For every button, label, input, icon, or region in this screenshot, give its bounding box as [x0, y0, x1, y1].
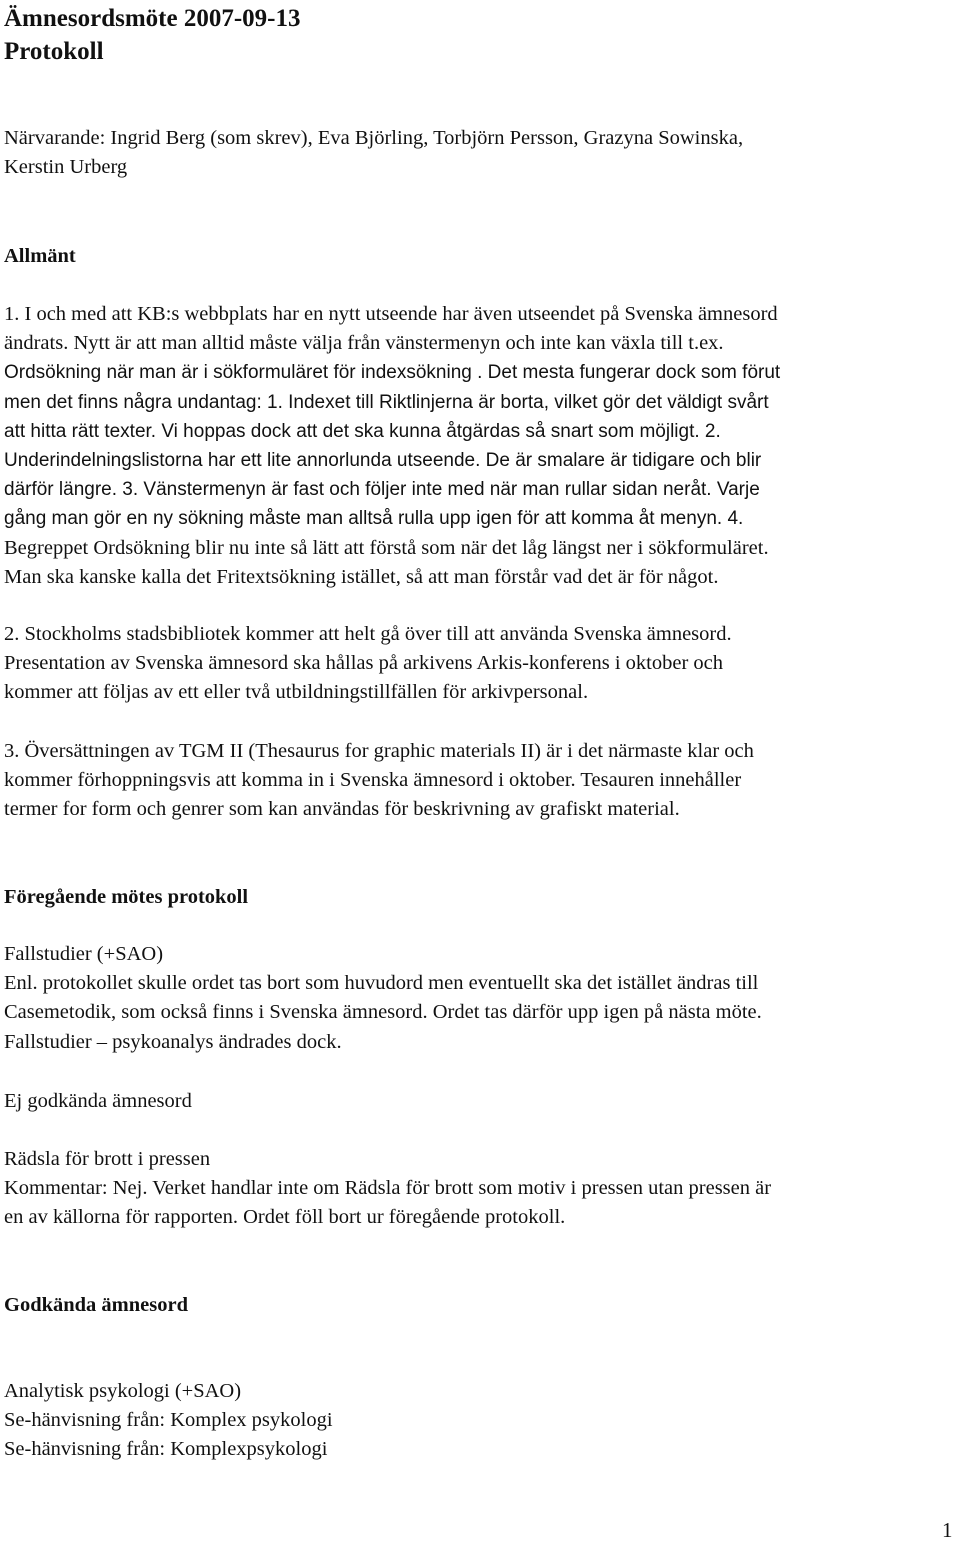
text-line: Enl. protokollet skulle ordet tas bort som huvudord men eventuellt ska det istället ändras till: [4, 972, 759, 995]
text-line: termer for form och genrer som kan användas för beskrivning av grafiskt material.: [4, 798, 680, 821]
text-line: 3. Översättningen av TGM II (Thesaurus for graphic materials II) är i det närmaste klar och: [4, 740, 754, 762]
section-heading-general: Allmänt: [4, 245, 76, 267]
text-line: att hitta rätt texter. Vi hoppas dock att det ska kunna åtgärdas så snart som möjligt. 2.: [4, 420, 721, 442]
text-line: Man ska kanske kalla det Fritextsökning istället, så att man förstår vad det är för något.: [4, 565, 719, 588]
text-line: därför längre. 3. Vänstermenyn är fast och följer inte med när man rullar sidan neråt. Varje: [4, 479, 760, 501]
text-line: Kerstin Urberg: [4, 156, 128, 179]
text-line: Se-hänvisning från: Komplexpsykologi: [4, 1438, 328, 1461]
text-line: Presentation av Svenska ämnesord ska hållas på arkivens Arkis-konferens i oktober och: [4, 652, 724, 675]
protocol-title: Protokoll: [4, 38, 104, 65]
text-line: Underindelningslistorna har ett lite annorlunda utseende. De är smalare är tidigare och blir: [4, 450, 762, 472]
section-heading-approved: Godkända ämnesord: [4, 1294, 188, 1316]
text-line: 2. Stockholms stadsbibliotek kommer att helt gå över till att använda Svenska ämnesord.: [4, 623, 732, 645]
text-line: Kommentar: Nej. Verket handlar inte om Rädsla för brott som motiv i pressen utan pressen är: [4, 1177, 772, 1200]
text-line: Begreppet Ordsökning blir nu inte så lätt att förstå som när det låg längst ner i sökformuläret.: [4, 536, 769, 559]
general-item-3: [4, 737, 958, 825]
attendance-paragraph: [4, 124, 958, 182]
text-line: Fallstudier – psykoanalys ändrades dock.: [4, 1030, 342, 1053]
text-line: Rädsla för brott i pressen: [4, 1148, 211, 1170]
text-line: kommer förhoppningsvis att komma in i Svenska ämnesord i oktober. Tesauren innehåller: [4, 769, 742, 792]
general-item-2: [4, 620, 958, 708]
text-line: ändrats. Nytt är att man alltid måste välja från vänstermenyn och inte kan växla till t.ex.: [4, 332, 724, 355]
text-line: en av källorna för rapporten. Ordet föll bort ur föregående protokoll.: [4, 1206, 566, 1229]
radsla-paragraph: [4, 1145, 958, 1233]
meeting-title: Ämnesordsmöte 2007-09-13: [4, 5, 301, 32]
section-heading-previous-minutes: Föregående mötes protokoll: [4, 886, 249, 908]
text-line: Närvarande: Ingrid Berg (som skrev), Eva Björling, Torbjörn Persson, Grazyna Sowinska,: [4, 127, 744, 149]
text-line: men det finns några undantag: 1. Indexet till Riktlinjerna är borta, vilket gör det väldigt svårt: [4, 391, 769, 413]
not-approved-label: Ej godkända ämnesord: [4, 1090, 192, 1112]
text-line: Analytisk psykologi (+SAO): [4, 1380, 242, 1402]
text-line: Fallstudier (+SAO): [4, 943, 164, 965]
text-line: Casemetodik, som också finns i Svenska ämnesord. Ordet tas därför upp igen på nästa möte.: [4, 1001, 762, 1024]
text-line: gång man gör en ny sökning måste man alltså rulla upp igen för att komma åt menyn. 4.: [4, 508, 744, 530]
text-line: 1. I och med att KB:s webbplats har en nytt utseende har även utseendet på Svenska ämnesord: [4, 303, 778, 325]
text-line: Ordsökning när man är i sökformuläret för indexsökning . Det mesta fungerar dock som förut: [4, 362, 781, 384]
document-header: [4, 2, 958, 68]
analytisk-paragraph: [4, 1377, 958, 1465]
text-line: kommer att följas av ett eller två utbildningstillfällen för arkivpersonal.: [4, 681, 589, 704]
text-line: Se-hänvisning från: Komplex psykologi: [4, 1409, 333, 1432]
general-item-1: [4, 300, 958, 592]
page-number: 1: [942, 1518, 953, 1542]
fallstudier-paragraph: [4, 940, 958, 1057]
